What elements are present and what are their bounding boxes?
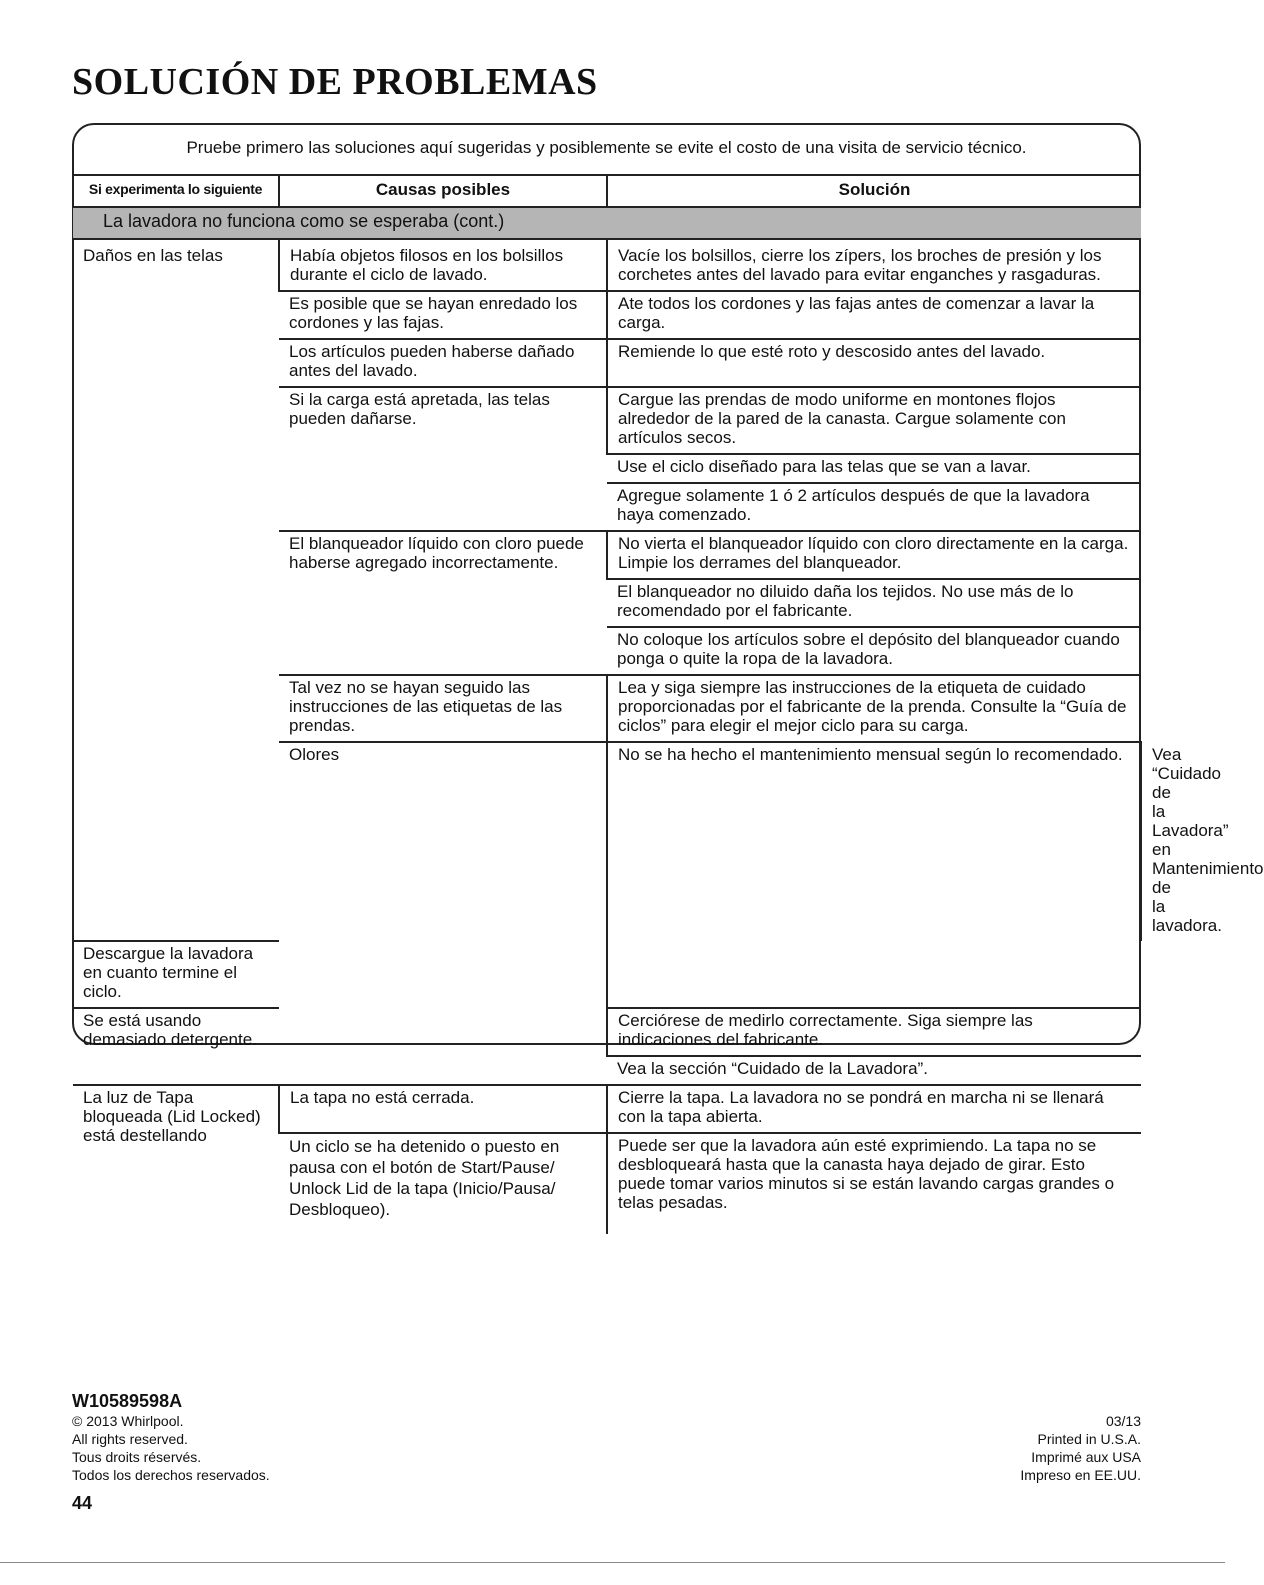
cause: Se está usando demasiado detergente. <box>73 1008 279 1085</box>
footer-left <box>72 1390 270 1512</box>
table-row <box>73 1085 1141 1133</box>
cause: Es posible que se hayan enredado los cordones y las fajas. <box>279 291 607 339</box>
intro-text: Pruebe primero las soluciones aquí sugeridas y posiblemente se evite el costo de una visita de servicio técnico. <box>186 138 1027 157</box>
printed-fr: Imprimé aux USA <box>1031 1449 1141 1465</box>
cause: Si la carga está apretada, las telas pueden dañarse. <box>279 387 607 531</box>
symptom-lid-locked: La luz de Tapa bloqueada (Lid Locked) está destellando <box>73 1085 279 1234</box>
solution: Vacíe los bolsillos, cierre los zípers, los broches de presión y los corchetes antes del lavado para evitar enganches y rasgaduras. <box>607 239 1141 291</box>
solution: El blanqueador no diluido daña los tejidos. No use más de lo recomendado por el fabricante. <box>607 579 1141 627</box>
solution: Cargue las prendas de modo uniforme en montones flojos alrededor de la pared de la canasta. Cargue solamente con artículos secos. <box>607 387 1141 454</box>
table-row: Olores No se ha hecho el mantenimiento mensual según lo recomendado. Vea “Cuidado de la Lavadora” en Mantenimiento de la lavadora. <box>73 742 1141 941</box>
bottom-divider <box>0 1562 1225 1563</box>
cause: Un ciclo se ha detenido o puesto en pausa con el botón de Start/Pause/ Unlock Lid de la tapa (Inicio/Pausa/ Desbloqueo). <box>279 1133 607 1234</box>
solution: No vierta el blanqueador líquido con cloro directamente en la carga. Limpie los derrames del blanqueador. <box>607 531 1141 579</box>
solution: Vea la sección “Cuidado de la Lavadora”. <box>607 1056 1141 1085</box>
solution: No coloque los artículos sobre el depósito del blanqueador cuando ponga o quite la ropa de la lavadora. <box>607 627 1141 675</box>
footer-right <box>1020 1412 1141 1484</box>
page-title: SOLUCIÓN DE PROBLEMAS <box>72 61 598 103</box>
document-code: W10589598A <box>72 1391 183 1411</box>
print-date: 03/13 <box>1105 1413 1141 1429</box>
table-row <box>73 239 1141 291</box>
cause: La tapa no está cerrada. <box>279 1085 607 1133</box>
rights-line-fr: Tous droits réservés. <box>72 1449 202 1465</box>
symptom-fabric-damage: Daños en las telas <box>83 246 223 265</box>
solution: Cerciórese de medirlo correctamente. Siga siempre las indicaciones del fabricante. <box>607 1008 1141 1056</box>
cause: El blanqueador líquido con cloro puede haberse agregado incorrectamente. <box>279 531 607 675</box>
troubleshooting-table <box>73 174 1264 1234</box>
solution: Ate todos los cordones y las fajas antes de comenzar a lavar la carga. <box>607 291 1141 339</box>
table-row <box>73 1008 1141 1056</box>
cause: Había objetos filosos en los bolsillos durante el ciclo de lavado. <box>279 239 607 291</box>
section-row <box>73 207 1141 239</box>
printed-es: Impreso en EE.UU. <box>1020 1467 1141 1483</box>
solution: Use el ciclo diseñado para las telas que se van a lavar. <box>607 454 1141 483</box>
header-causes: Causas posibles <box>279 175 607 207</box>
solution: Lea y siga siempre las instrucciones de la etiqueta de cuidado proporcionadas por el fabricante de la prenda. Consulte la “Guía de ciclos” para elegir el mejor ciclo para su carga. <box>607 675 1141 742</box>
copyright-line: © 2013 Whirlpool. <box>72 1413 184 1429</box>
cause: Los artículos pueden haberse dañado antes del lavado. <box>279 339 607 387</box>
page-number: 44 <box>72 1493 93 1513</box>
rights-line-en: All rights reserved. <box>72 1431 188 1447</box>
solution: Puede ser que la lavadora aún esté exprimiendo. La tapa no se desbloqueará hasta que la canasta haya dejado de girar. Esto puede tomar varios minutos si se están lavando cargas grandes o telas pesadas. <box>607 1133 1141 1234</box>
solution: Descargue la lavadora en cuanto termine el ciclo. <box>73 941 279 1008</box>
symptom-odors: Olores <box>279 742 607 1085</box>
solution: Remiende lo que esté roto y descosido antes del lavado. <box>607 339 1141 387</box>
section-title: La lavadora no funciona como se esperaba (cont.) <box>73 207 1141 239</box>
table-header-row <box>73 175 1141 207</box>
cause: No se ha hecho el mantenimiento mensual según lo recomendado. <box>607 742 1141 1008</box>
solution: Cierre la tapa. La lavadora no se pondrá en marcha ni se llenará con la tapa abierta. <box>607 1085 1141 1133</box>
header-symptom: Si experimenta lo siguiente <box>73 175 279 207</box>
rights-line-es: Todos los derechos reservados. <box>72 1467 270 1483</box>
cause: Tal vez no se hayan seguido las instrucciones de las etiquetas de las prendas. <box>279 675 607 742</box>
printed-en: Printed in U.S.A. <box>1037 1431 1141 1447</box>
header-solution: Solución <box>607 175 1141 207</box>
solution: Agregue solamente 1 ó 2 artículos después de que la lavadora haya comenzado. <box>607 483 1141 531</box>
